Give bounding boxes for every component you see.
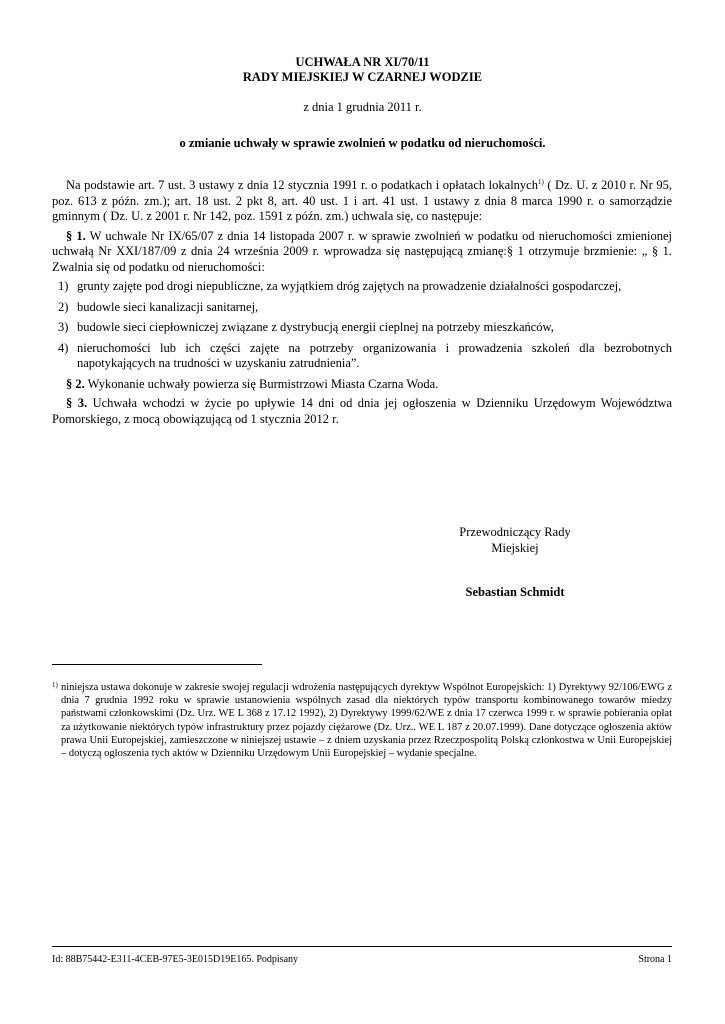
section-3-text: Uchwała wchodzi w życie po upływie 14 dni od dnia jej ogłoszenia w Dzienniku Urzędowym Województwa Pomorskiego, z mocą obowiązującą od 1 stycznia 2012 r. — [52, 396, 672, 426]
section-1 — [52, 229, 672, 276]
resolution-number: UCHWAŁA NR XI/70/11 — [295, 55, 430, 69]
signatory-role-line2: Miejskiej — [491, 541, 539, 555]
preamble — [52, 178, 672, 225]
footer-divider — [52, 946, 672, 947]
list-item-text: nieruchomości lub ich części zajęte na potrzeby organizowania i prowadzenia szkoleń dla bezrobotnych napotykających na trudności w uzyskaniu zatrudnienia”. — [77, 340, 672, 370]
section-2-text: Wykonanie uchwały powierza się Burmistrzowi Miasta Czarna Woda. — [84, 376, 439, 391]
document-id: Id: 88B75442-E311-4CEB-97E5-3E015D19E165. Podpisany — [52, 954, 299, 965]
list-item — [58, 341, 672, 372]
section-1-text: W uchwale Nr IX/65/07 z dnia 14 listopada 2007 r. w sprawie zwolnień w podatku od nieruchomości zmienionej uchwałą Nr XXI/187/09 z dnia 24 września 2009 r. wprowadza się następującą zmianę:§ 1 otrzymuje brzmienie: „ § 1. Zwalnia się od podatku od nieruchomości: — [52, 228, 673, 274]
list-item-text: grunty zajęte pod drogi niepubliczne, za wyjątkiem dróg zajętych na prowadzenie działalności gospodarczej, — [77, 279, 622, 293]
list-item — [58, 300, 672, 316]
footnote — [52, 681, 672, 760]
resolution-subject: o zmianie uchwały w sprawie zwolnień w podatku od nieruchomości. — [179, 136, 546, 150]
list-item-text: budowle sieci ciepłowniczej związane z dystrybucją energii cieplnej na potrzeby mieszkańców, — [77, 320, 554, 334]
document-body — [52, 178, 672, 431]
council-name: RADY MIEJSKIEJ W CZARNEJ WODZIE — [242, 70, 483, 84]
list-item — [58, 320, 672, 336]
resolution-date: z dnia 1 grudnia 2011 r. — [303, 100, 422, 114]
footnote-divider — [52, 664, 262, 665]
page-number: Strona 1 — [638, 954, 672, 965]
section-3-label: § 3. — [66, 396, 88, 410]
list-item — [58, 279, 672, 295]
section-2 — [52, 377, 672, 393]
list-item-number: 1) — [58, 279, 69, 293]
footnote-reference: 1) — [537, 177, 544, 186]
preamble-text-b: ( Dz. U. z 2010 r. Nr 95, poz. 613 z późn. zm.); art. 18 ust. 2 pkt 8, art. 40 ust. 1 i art. 41 ust. 1 ustawy z dnia 8 marca 1990 r. o samorządzie gminnym ( Dz. U. z 2001 r. Nr 142, poz. 1591 z późn. zm.) uchwala się, co następuje: — [52, 178, 672, 223]
preamble-text-a: Na podstawie art. 7 ust. 3 ustawy z dnia 12 stycznia 1991 r. o podatkach i opłatach lokalnych — [66, 178, 538, 192]
signatory-name: Sebastian Schmidt — [465, 585, 565, 599]
section-1-label: § 1. — [66, 228, 86, 243]
footnote-text: niniejsza ustawa dokonuje w zakresie swojej regulacji wdrożenia następujących dyrektyw Wspólnot Europejskich: 1) Dyrektywy 92/106/EWG z dnia 7 grudnia 1992 roku w sprawie ustanowienia wspólnych zasad dla niektórych typów transportu kombinowanego towarów miedzy państwami członkowskimi (Dz. Urz. WE L 368 z 17.12 1992), 2) Dyrektywy 1999/62/WE z dnia 17 czerwca 1999 r. w sprawie pobierania opłat za użytkowanie niektórych typów infrastruktury przez pojazdy ciężarowe (Dz. Urz.. WE L 187 z 20.07.1999). Dane dotyczące ogłoszenia aktów prawa Unii Europejskiej, zamieszczone w niniejszej ustawie – z dniem uzyskania przez Rzeczpospolitą Polską członkostwa w Unii Europejskiej – dotyczą ogłoszenia tych aktów w Dzienniku Urzędowym Unii Europejskiej – wydanie specjalne. — [61, 682, 672, 760]
section-3 — [52, 396, 672, 427]
list-item-number: 2) — [58, 299, 69, 314]
section-2-label: § 2. — [66, 376, 85, 391]
list-item-number: 3) — [58, 320, 69, 334]
footnote-mark: 1) — [52, 681, 58, 689]
signatory-role-line1: Przewodniczący Rady — [459, 525, 571, 539]
list-item-text: budowle sieci kanalizacji sanitarnej, — [77, 299, 259, 314]
list-item-number: 4) — [58, 340, 69, 355]
